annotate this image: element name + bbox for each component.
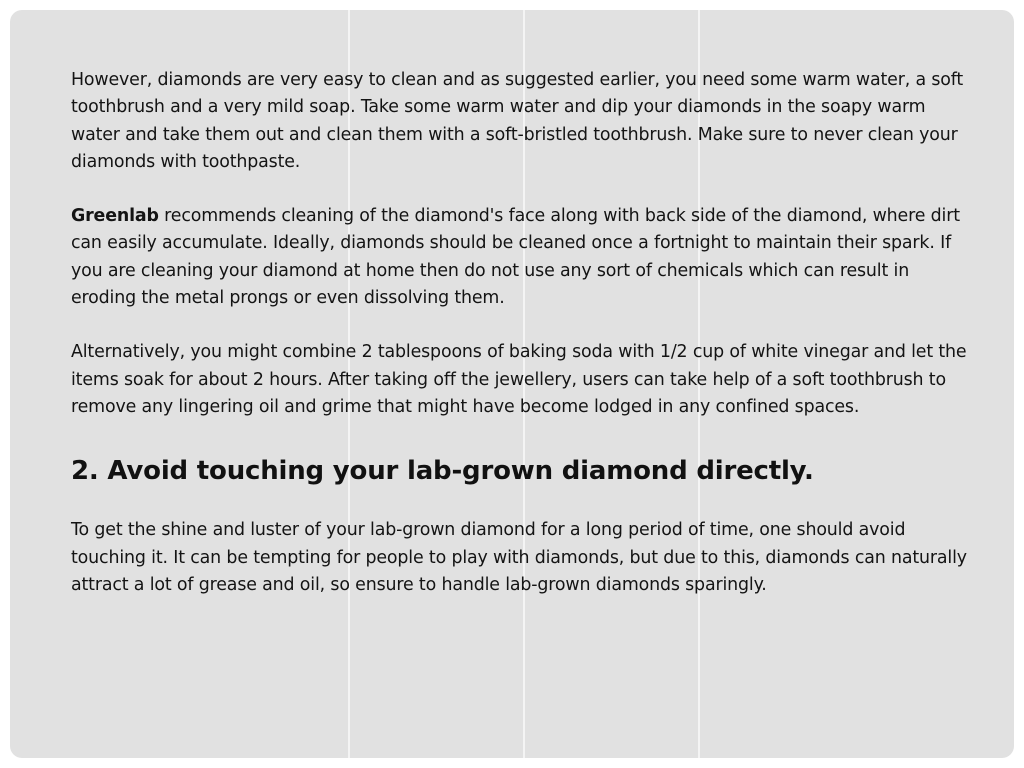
paragraph-cleaning-method: However, diamonds are very easy to clean and as suggested earlier, you need some warm water, a soft toothbrush and a very mild soap. Take some warm water and dip your diamonds in the soapy warm water and take them out and clean them with a soft-bristled toothbrush. Make sure to never clean your diamonds with toothpaste. (71, 70, 964, 172)
section-heading: 2. Avoid touching your lab-grown diamond directly. (71, 456, 814, 487)
slide-content (71, 67, 976, 599)
paragraph-text: recommends cleaning of the diamond's face along with back side of the diamond, where dirt can easily accumulate. Ideally, diamonds should be cleaned once a fortnight to maintain their spark. If you are cleaning your diamond at home then do not use any sort of chemicals which can result in eroding the metal prongs or even dissolving them. (71, 206, 960, 309)
paragraph-greenlab-recommendation (71, 203, 976, 312)
brand-name: Greenlab (71, 206, 159, 227)
paragraph-baking-soda-alternative: Alternatively, you might combine 2 tablespoons of baking soda with 1/2 cup of white vinegar and let the items soak for about 2 hours. After taking off the jewellery, users can take help of a soft toothbrush to remove any lingering oil and grime that might have become lodged in any confined spaces. (71, 342, 967, 417)
paragraph-avoid-touching: To get the shine and luster of your lab-grown diamond for a long period of time, one should avoid touching it. It can be tempting for people to play with diamonds, but due to this, diamonds can naturally attract a lot of grease and oil, so ensure to handle lab-grown diamonds sparingly. (71, 520, 967, 595)
slide-frame (10, 10, 1014, 758)
